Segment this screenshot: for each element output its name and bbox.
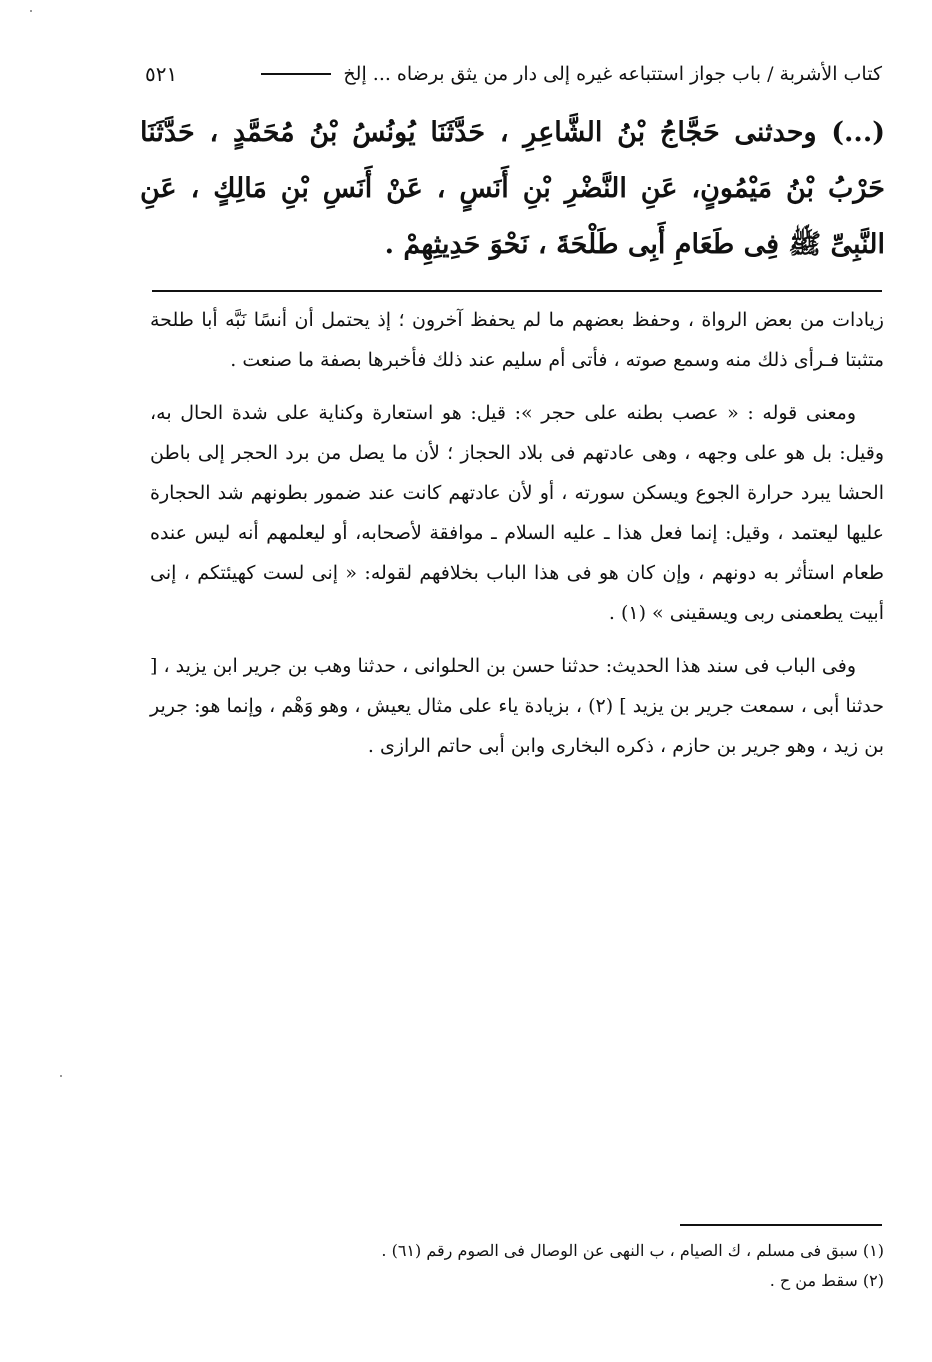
commentary-block (150, 300, 884, 779)
footnote-2: (٢) سقط من ح . (769, 1271, 884, 1290)
header-rule (261, 73, 331, 75)
page-number: ٥٢١ (145, 62, 178, 86)
commentary-paragraph-1: زيادات من بعض الرواة ، وحفظ بعضهم ما لم يحفظ آخرون ؛ إذ يحتمل أن أنسًا نَبَّه أبا طلحة متثبتا فـرأى ذلك منه وسمع صوته ، فأتى أم سليم عند ذلك فأخبرها بصفة ما صنعت . (150, 309, 884, 371)
scan-speck (30, 10, 32, 12)
running-header (145, 58, 882, 90)
footnote-rule (680, 1224, 882, 1226)
hadith-text-block (140, 105, 885, 273)
header-title: كتاب الأشربة / باب جواز استتباعه غيره إلى دار من يثق برضاه ... إلخ (343, 63, 882, 85)
commentary-paragraph-2: ومعنى قوله : « عصب بطنه على حجر »: قيل: هو استعارة وكناية على شدة الحال به، وقيل: بل هو على وجهه ، وهى عادتهم فى بلاد الحجاز ؛ لأن ما يصل من برد الحجر إلى باطن الحشا يبرد حرارة الجوع ويسكن سورته ، أو لأن عادتهم كانت عند ضمور بطونهم شد الحجارة عليها ليعتمد ، وقيل: إنما فعل هذا ـ عليه السلام ـ موافقة لأصحابه، أو ليعلمهم أنه ليس عنده طعام استأثر به دونهم ، وإن كان هو فى هذا الباب بخلافهم لقوله: « إنى لست كهيئتكم ، إنى أبيت يطعمنى ربى ويسقينى » (١) . (150, 402, 884, 624)
section-divider (152, 290, 882, 292)
scan-speck (60, 1075, 62, 1077)
footnotes-block (150, 1236, 884, 1296)
commentary-paragraph-3: وفى الباب فى سند هذا الحديث: حدثنا حسن بن الحلوانى ، حدثنا وهب بن جرير ابن يزيد ، [ حدثنا أبى ، سمعت جرير بن يزيد ] (٢) ، بزيادة ياء على مثال يعيش ، وهو وَهْم ، وإنما هو: جرير بن زيد ، وهو جرير بن حازم ، ذكره البخارى وابن أبى حاتم الرازى . (150, 655, 884, 757)
footnote-1: (١) سبق فى مسلم ، ك الصيام ، ب النهى عن الوصال فى الصوم رقم (٦١) . (381, 1241, 884, 1260)
hadith-text: (...) وحدثنى حَجَّاجُ بْنُ الشَّاعِرِ ، حَدَّثَنَا يُونُسُ بْنُ مُحَمَّدٍ ، حَدَّثَنَا حَرْبُ بْنُ مَيْمُونٍ، عَنِ النَّضْرِ بْنِ أَنَسٍ ، عَنْ أَنَسِ بْنِ مَالِكٍ ، عَنِ النَّبِىِّ ﷺ فِى طَعَامِ أَبِى طَلْحَةَ ، نَحْوَ حَدِيثِهِمْ . (140, 117, 885, 260)
